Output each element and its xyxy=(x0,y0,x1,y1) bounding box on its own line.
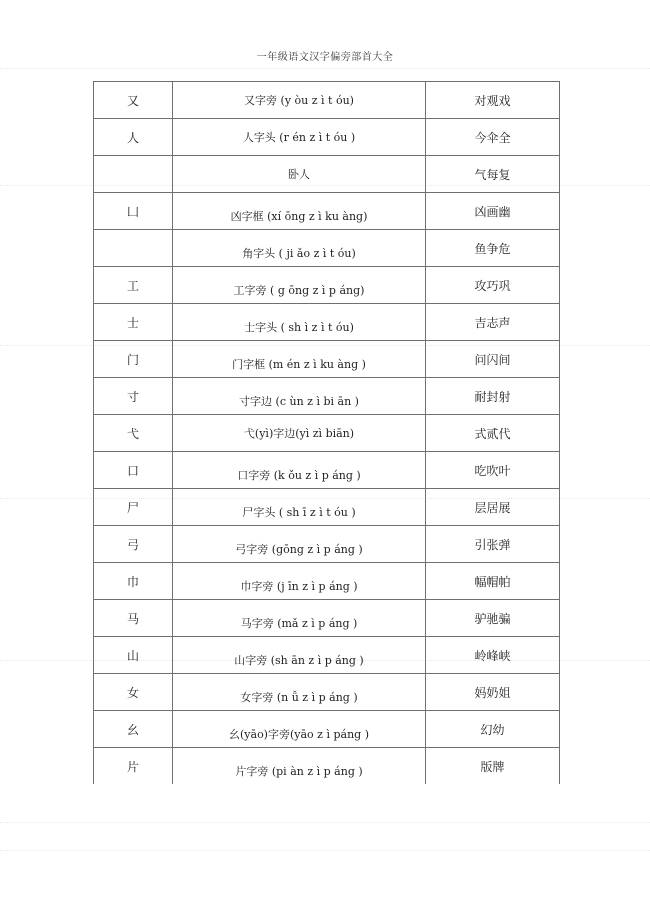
radical-cell xyxy=(94,378,173,415)
radical-name-text: 弋(yì)字边(yì zì biān) xyxy=(243,427,355,440)
example-chars-text: 对观戏 xyxy=(474,93,511,108)
radical-name-text: 士字头 ( sh ì z ì t óu) xyxy=(244,321,354,334)
radical-name-cell xyxy=(173,82,426,119)
radical-name-text: 尸字头 ( sh ī z ì t óu ) xyxy=(242,506,356,519)
radical-name-cell xyxy=(173,341,426,378)
page-title: 一年级语文汉字偏旁部首大全 xyxy=(256,52,394,63)
example-chars-text: 幻幼 xyxy=(480,722,505,737)
radical-cell xyxy=(94,563,173,600)
example-chars-text: 问闪间 xyxy=(474,352,511,367)
example-chars-text: 吉志声 xyxy=(474,315,511,330)
table-row xyxy=(94,304,560,341)
radical-text: 片 xyxy=(126,759,139,774)
example-chars-cell xyxy=(426,230,560,267)
radical-name-cell xyxy=(173,637,426,674)
radical-name-cell xyxy=(173,674,426,711)
example-chars-text: 驴驰骗 xyxy=(474,611,511,626)
example-chars-cell xyxy=(426,82,560,119)
radical-text: 又 xyxy=(126,93,139,108)
scan-line xyxy=(0,822,650,823)
radical-text: 幺 xyxy=(126,722,139,737)
radical-cell xyxy=(94,119,173,156)
radical-name-cell xyxy=(173,193,426,230)
table-row xyxy=(94,415,560,452)
radical-cell xyxy=(94,156,173,193)
example-chars-text: 气每复 xyxy=(474,167,511,182)
example-chars-cell xyxy=(426,748,560,785)
example-chars-text: 凶画幽 xyxy=(474,204,511,219)
example-chars-text: 幅帽帕 xyxy=(474,574,511,589)
radical-cell xyxy=(94,748,173,785)
radical-cell xyxy=(94,637,173,674)
table-row xyxy=(94,489,560,526)
table-row xyxy=(94,600,560,637)
example-chars-cell xyxy=(426,267,560,304)
radical-name-text: 马字旁 (mǎ z ì p áng ) xyxy=(240,617,358,630)
radical-text: 马 xyxy=(126,611,139,626)
radical-name-text: 片字旁 (pi àn z ì p áng ) xyxy=(235,765,363,778)
example-chars-cell xyxy=(426,711,560,748)
radical-cell xyxy=(94,452,173,489)
radical-name-cell xyxy=(173,748,426,785)
table-row xyxy=(94,526,560,563)
radical-name-cell xyxy=(173,711,426,748)
example-chars-cell xyxy=(426,526,560,563)
example-chars-text: 引张弹 xyxy=(474,537,511,552)
radical-text: 寸 xyxy=(126,389,139,404)
radical-name-cell xyxy=(173,452,426,489)
radical-cell xyxy=(94,82,173,119)
radical-text: 工 xyxy=(126,278,139,293)
radical-name-cell xyxy=(173,119,426,156)
radical-text: 弋 xyxy=(126,426,139,441)
example-chars-cell xyxy=(426,415,560,452)
radical-name-cell xyxy=(173,378,426,415)
example-chars-text: 耐封射 xyxy=(474,389,511,404)
radical-name-text: 巾字旁 (j īn z ì p áng ) xyxy=(240,580,358,593)
radical-cell xyxy=(94,711,173,748)
example-chars-cell xyxy=(426,156,560,193)
radical-cell xyxy=(94,267,173,304)
example-chars-cell xyxy=(426,600,560,637)
radical-name-text: 角字头 ( ji ǎo z ì t óu) xyxy=(242,247,356,260)
radical-cell xyxy=(94,674,173,711)
radical-name-text: 山字旁 (sh ān z ì p áng ) xyxy=(234,654,364,667)
example-chars-text: 版牌 xyxy=(480,759,505,774)
radical-name-cell xyxy=(173,304,426,341)
example-chars-text: 式贰代 xyxy=(474,426,511,441)
radical-name-cell xyxy=(173,156,426,193)
example-chars-text: 吃吹叶 xyxy=(474,463,511,478)
example-chars-text: 层居展 xyxy=(474,500,511,515)
example-chars-cell xyxy=(426,378,560,415)
radical-cell xyxy=(94,341,173,378)
radical-text: 女 xyxy=(126,685,139,700)
radical-name-cell xyxy=(173,526,426,563)
radical-cell xyxy=(94,415,173,452)
radical-name-cell xyxy=(173,600,426,637)
radical-name-text: 幺(yāo)字旁(yāo z ì páng ) xyxy=(229,728,369,741)
table-row xyxy=(94,156,560,193)
radical-name-cell xyxy=(173,267,426,304)
radical-cell xyxy=(94,230,173,267)
table-row xyxy=(94,193,560,230)
table-row xyxy=(94,267,560,304)
example-chars-cell xyxy=(426,489,560,526)
example-chars-text: 今伞全 xyxy=(474,130,511,145)
example-chars-text: 鱼争危 xyxy=(474,241,511,256)
radical-name-text: 门字框 (m én z ì ku àng ) xyxy=(232,358,366,371)
radical-name-cell xyxy=(173,415,426,452)
example-chars-text: 攻巧巩 xyxy=(474,278,511,293)
radical-name-text: 人字头 (r én z ì t óu ) xyxy=(242,131,356,144)
example-chars-cell xyxy=(426,637,560,674)
radical-table xyxy=(93,81,560,784)
table-row xyxy=(94,563,560,600)
radical-name-cell xyxy=(173,489,426,526)
example-chars-cell xyxy=(426,341,560,378)
radical-text: 尸 xyxy=(126,500,139,515)
example-chars-cell xyxy=(426,452,560,489)
radical-text: 巾 xyxy=(126,574,139,589)
radical-cell xyxy=(94,600,173,637)
example-chars-text: 岭峰峡 xyxy=(474,648,511,663)
example-chars-cell xyxy=(426,563,560,600)
scan-line xyxy=(0,68,650,69)
radical-name-cell xyxy=(173,230,426,267)
example-chars-cell xyxy=(426,193,560,230)
radical-text: 口 xyxy=(126,463,139,478)
radical-cell xyxy=(94,489,173,526)
radical-text: 凵 xyxy=(126,204,139,219)
radical-name-cell xyxy=(173,563,426,600)
radical-text: 山 xyxy=(126,648,139,663)
radical-text: 人 xyxy=(126,130,139,145)
scan-line xyxy=(0,850,650,851)
table-row xyxy=(94,82,560,119)
radical-name-text: 女字旁 (n ǚ z ì p áng ) xyxy=(240,691,358,704)
radical-text: 门 xyxy=(126,352,139,367)
radical-cell xyxy=(94,193,173,230)
radical-name-text: 工字旁 ( g ōng z ì p áng) xyxy=(233,284,365,297)
example-chars-cell xyxy=(426,304,560,341)
radical-name-text: 寸字边 (c ùn z ì bi ān ) xyxy=(239,395,359,408)
radical-name-text: 又字旁 (y òu z ì t óu) xyxy=(244,94,354,107)
example-chars-cell xyxy=(426,119,560,156)
radical-cell xyxy=(94,526,173,563)
radical-text: 士 xyxy=(126,315,139,330)
table-row xyxy=(94,452,560,489)
table-row xyxy=(94,674,560,711)
radical-text: 弓 xyxy=(126,537,139,552)
table-row xyxy=(94,711,560,748)
radical-name-text: 弓字旁 (gōng z ì p áng ) xyxy=(235,543,363,556)
table-row xyxy=(94,119,560,156)
table-row xyxy=(94,748,560,785)
radical-name-text: 凶字框 (xí ōng z ì ku àng) xyxy=(230,210,368,223)
radical-name-text: 卧人 xyxy=(288,168,310,181)
radical-cell xyxy=(94,304,173,341)
table-row xyxy=(94,637,560,674)
radical-name-text: 口字旁 (k ǒu z ì p áng ) xyxy=(237,469,361,482)
table-row xyxy=(94,230,560,267)
table-row xyxy=(94,341,560,378)
example-chars-text: 妈奶姐 xyxy=(474,685,511,700)
table-row xyxy=(94,378,560,415)
example-chars-cell xyxy=(426,674,560,711)
